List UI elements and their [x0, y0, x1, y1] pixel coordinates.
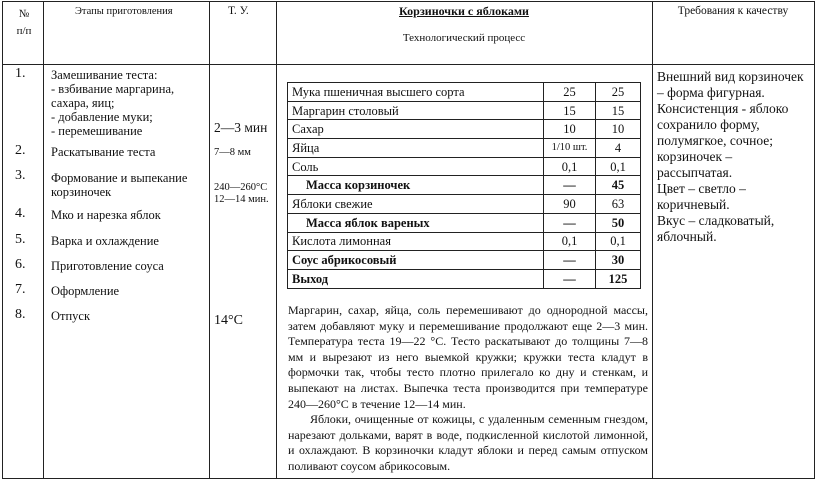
ingredient-net: 0,1	[596, 157, 641, 176]
header-num: № п/п	[16, 8, 32, 37]
ingredient-net: 45	[596, 176, 641, 195]
step-number: 4.	[15, 206, 26, 221]
dish-title: Корзиночки с яблоками	[399, 4, 529, 18]
table-row	[288, 120, 641, 139]
header-stages: Этапы приготовления	[75, 6, 173, 17]
header-tu: Т. У.	[228, 5, 249, 17]
header-quality: Требования к качеству	[677, 5, 789, 17]
table-row	[288, 83, 641, 102]
table-row	[288, 195, 641, 214]
ingredient-gross: 0,1	[544, 232, 596, 251]
step-number: 7.	[15, 282, 26, 297]
ingredient-gross: —	[544, 213, 596, 232]
process-paragraph: Маргарин, сахар, яйца, соль перемешивают до однородной массы, затем добавляют муку и перемешивание продолжают еще 2—3 мин. Температура теста 19—22 °С. Тесто раскатывают до толщины 7—8 мм и вырезают из него выемкой кружки; кружки теста кладут в формочки так, чтобы тесто плотно прилегало ко дну и стенкам, и выпекают на листах. Выпечка теста производится при температуре 240—260°С в течение 12—14 мин.	[288, 303, 648, 411]
ingredient-gross: —	[544, 269, 596, 288]
step-number: 6.	[15, 257, 26, 272]
table-row	[288, 269, 641, 288]
tu-mixing-time: 2—3 мин	[214, 120, 268, 135]
ingredient-net: 15	[596, 101, 641, 120]
ingredient-net: 63	[596, 195, 641, 214]
ingredient-net: 4	[596, 139, 641, 158]
table-row	[288, 101, 641, 120]
step-text: Оформление	[51, 284, 120, 298]
quality-requirements: Внешний вид корзиночек – форма фигурная. Консистенция - яблоко сохранило форму, полумягкое, сочное; корзиночек – рассыпчатая. Цвет – светло – коричневый. Вкус – сладковатый, яблочный.	[657, 69, 804, 244]
ingredients-table	[287, 82, 641, 289]
ingredient-net: 25	[596, 83, 641, 102]
table-top-border	[2, 1, 815, 2]
step-number: 2.	[15, 143, 26, 158]
ingredient-name: Сахар	[288, 120, 544, 139]
ingredient-name: Яйца	[288, 139, 544, 158]
table-row	[288, 139, 641, 158]
step-text: Приготовление соуса	[51, 259, 164, 273]
ingredient-name: Выход	[288, 269, 544, 288]
step-text: Варка и охлаждение	[51, 234, 159, 248]
tu-temperature: 14°С	[214, 313, 243, 328]
table-row	[288, 176, 641, 195]
ingredient-name: Соус абрикосовый	[288, 251, 544, 270]
ingredient-gross: 10	[544, 120, 596, 139]
ingredient-name: Маргарин столовый	[288, 101, 544, 120]
step-number: 1.	[15, 66, 26, 81]
ingredient-name: Кислота лимонная	[288, 232, 544, 251]
table-row	[288, 213, 641, 232]
ingredient-gross: —	[544, 176, 596, 195]
step-text: Раскатывание теста	[51, 145, 156, 159]
ingredient-gross: 0,1	[544, 157, 596, 176]
ingredient-gross: 15	[544, 101, 596, 120]
table-bottom-border	[2, 478, 815, 479]
ingredient-name: Масса корзиночек	[288, 176, 544, 195]
header-bottom-border	[2, 64, 815, 65]
step-number: 3.	[15, 168, 26, 183]
ingredient-gross: 1/10 шт.	[544, 139, 596, 158]
col-border-1	[43, 1, 44, 479]
ingredient-name: Соль	[288, 157, 544, 176]
ingredient-gross: 25	[544, 83, 596, 102]
col-border-3	[276, 1, 277, 479]
col-border-5	[814, 1, 815, 479]
step-text: Формование и выпекание корзиночек	[51, 171, 188, 199]
ingredient-net: 125	[596, 269, 641, 288]
step-text: Мко и нарезка яблок	[51, 208, 161, 222]
ingredient-gross: —	[544, 251, 596, 270]
step-number: 5.	[15, 232, 26, 247]
ingredient-net: 30	[596, 251, 641, 270]
table-row	[288, 251, 641, 270]
ingredient-net: 50	[596, 213, 641, 232]
process-paragraph: Яблоки, очищенные от кожицы, с удаленным семенным гнездом, нарезают дольками, варят в воде, подкисленной кислотой лимонной, и охлаждают. В корзиночки кладут яблоки и перед самым отпуском поливают соусом абрикосовым.	[288, 412, 648, 473]
process-description	[288, 303, 648, 475]
col-border-0	[2, 1, 3, 479]
step-text: Замешивание теста: - взбивание маргарина, сахара, яиц; - добавление муки; - перемешивание	[51, 68, 175, 138]
col-border-2	[209, 1, 210, 479]
ingredient-net: 0,1	[596, 232, 641, 251]
table-row	[288, 157, 641, 176]
ingredient-name: Мука пшеничная высшего сорта	[288, 83, 544, 102]
process-title: Технологический процесс	[402, 32, 526, 44]
table-row	[288, 232, 641, 251]
step-number: 8.	[15, 307, 26, 322]
tu-baking: 240—260°С 12—14 мин.	[214, 182, 269, 205]
ingredient-name: Яблоки свежие	[288, 195, 544, 214]
ingredient-gross: 90	[544, 195, 596, 214]
ingredient-net: 10	[596, 120, 641, 139]
tu-thickness: 7—8 мм	[214, 147, 251, 158]
ingredient-name: Масса яблок вареных	[288, 213, 544, 232]
col-border-4	[652, 1, 653, 479]
step-text: Отпуск	[51, 309, 91, 323]
